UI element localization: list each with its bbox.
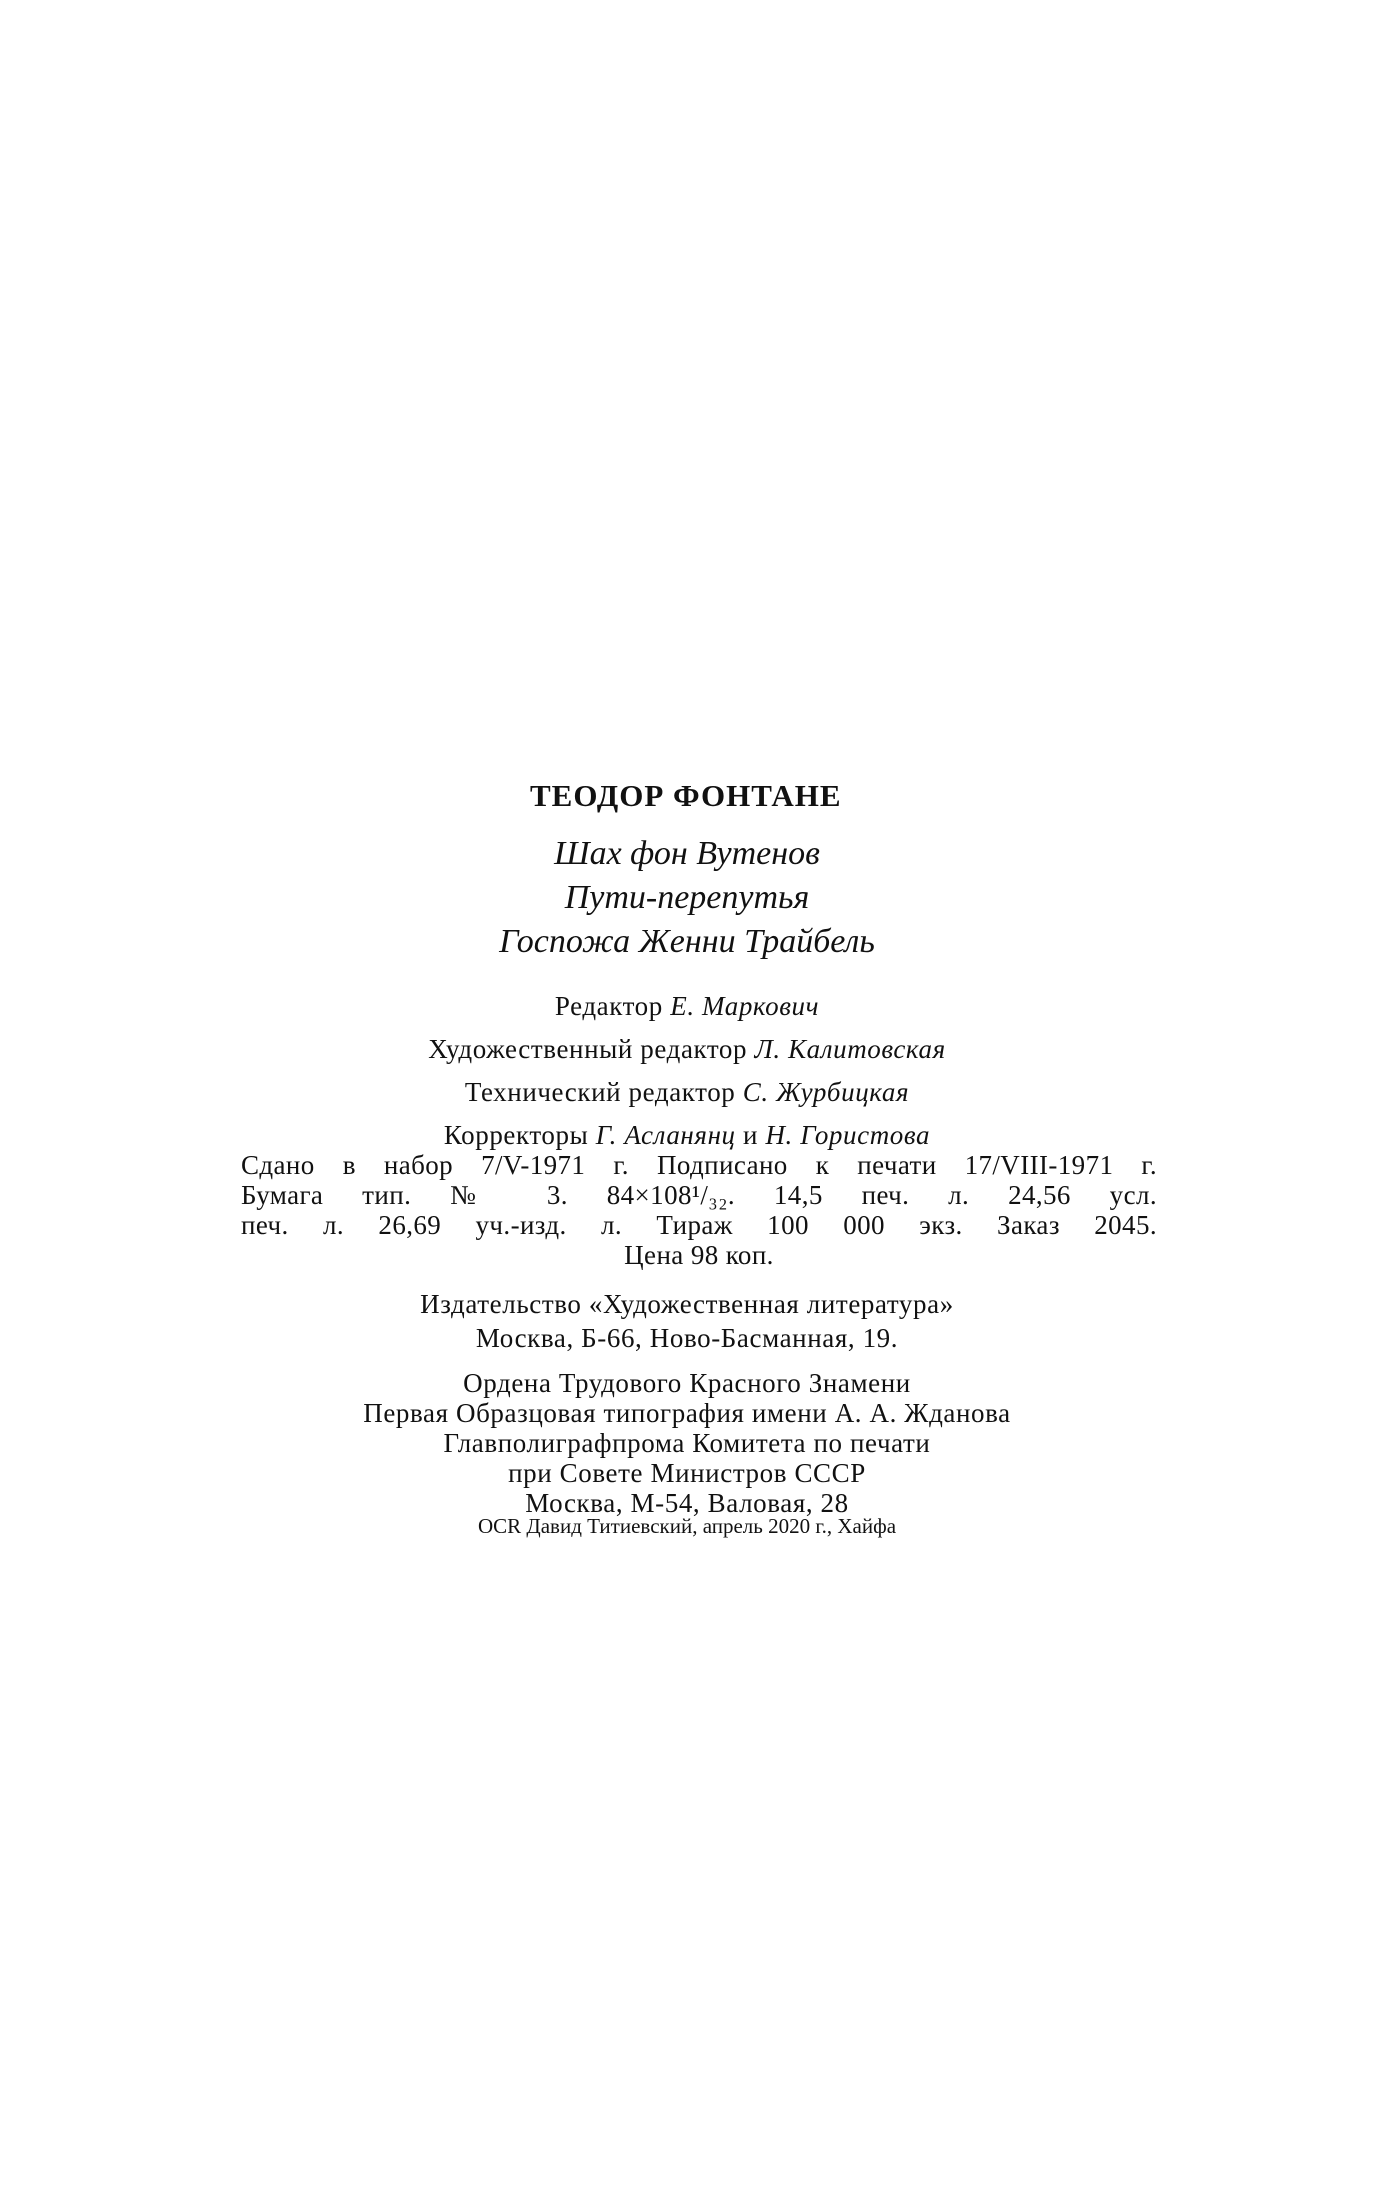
credit-person: Е. Маркович	[670, 991, 820, 1021]
credit-art-editor	[0, 1028, 1374, 1071]
credit-editor	[0, 985, 1374, 1028]
printer-line: Первая Образцовая типография имени А. А. Жданова	[363, 1398, 1011, 1428]
publisher-line: Издательство «Художественная литература»	[420, 1289, 954, 1319]
publisher-line: Москва, Б-66, Ново-Басманная, 19.	[475, 1323, 899, 1353]
imprint-line: Сдано в набор 7/V-1971 г. Подписано к печати 17/VIII-1971 г.	[241, 1150, 1157, 1180]
publisher-block	[0, 1287, 1374, 1355]
imprint-price: Цена 98 коп.	[624, 1240, 774, 1270]
credit-person: С. Журбицкая	[742, 1077, 910, 1107]
credit-tech-editor	[0, 1071, 1374, 1114]
author-name: ТЕОДОР ФОНТАНЕ	[530, 778, 842, 813]
credit-person: Г. Асланянц	[595, 1120, 736, 1150]
credit-conjunction: и	[743, 1120, 759, 1150]
credit-person: Н. Гористова	[765, 1120, 931, 1150]
ocr-note: OCR Давид Титиевский, апрель 2020 г., Хайфа	[477, 1514, 897, 1538]
credit-role: Технический редактор	[464, 1077, 736, 1107]
printer-line: Ордена Трудового Красного Знамени	[463, 1368, 911, 1398]
printer-line: Главполиграфпрома Комитета по печати	[443, 1428, 931, 1458]
book-title: Госпожа Женни Трайбель	[499, 923, 875, 960]
book-title: Пути-перепутья	[564, 879, 810, 916]
imprint-line: печ. л. 26,69 уч.-изд. л. Тираж 100 000 экз. Заказ 2045.	[241, 1210, 1157, 1240]
credit-person: Л. Калитовская	[754, 1034, 946, 1064]
imprint-line: Бумага тип. № 3. 84×108¹/₃₂. 14,5 печ. л. 24,56 усл.	[241, 1180, 1157, 1210]
book-titles	[0, 832, 1374, 964]
credit-role: Редактор	[554, 991, 663, 1021]
printer-line: Москва, М-54, Валовая, 28	[525, 1488, 849, 1518]
credit-role: Корректоры	[443, 1120, 589, 1150]
printer-line: при Совете Министров СССР	[508, 1458, 866, 1488]
credits-block	[0, 985, 1374, 1157]
imprint-block	[241, 1150, 1157, 1270]
credit-role: Художественный редактор	[428, 1034, 748, 1064]
printer-block	[0, 1368, 1374, 1518]
book-title: Шах фон Вутенов	[554, 835, 820, 872]
